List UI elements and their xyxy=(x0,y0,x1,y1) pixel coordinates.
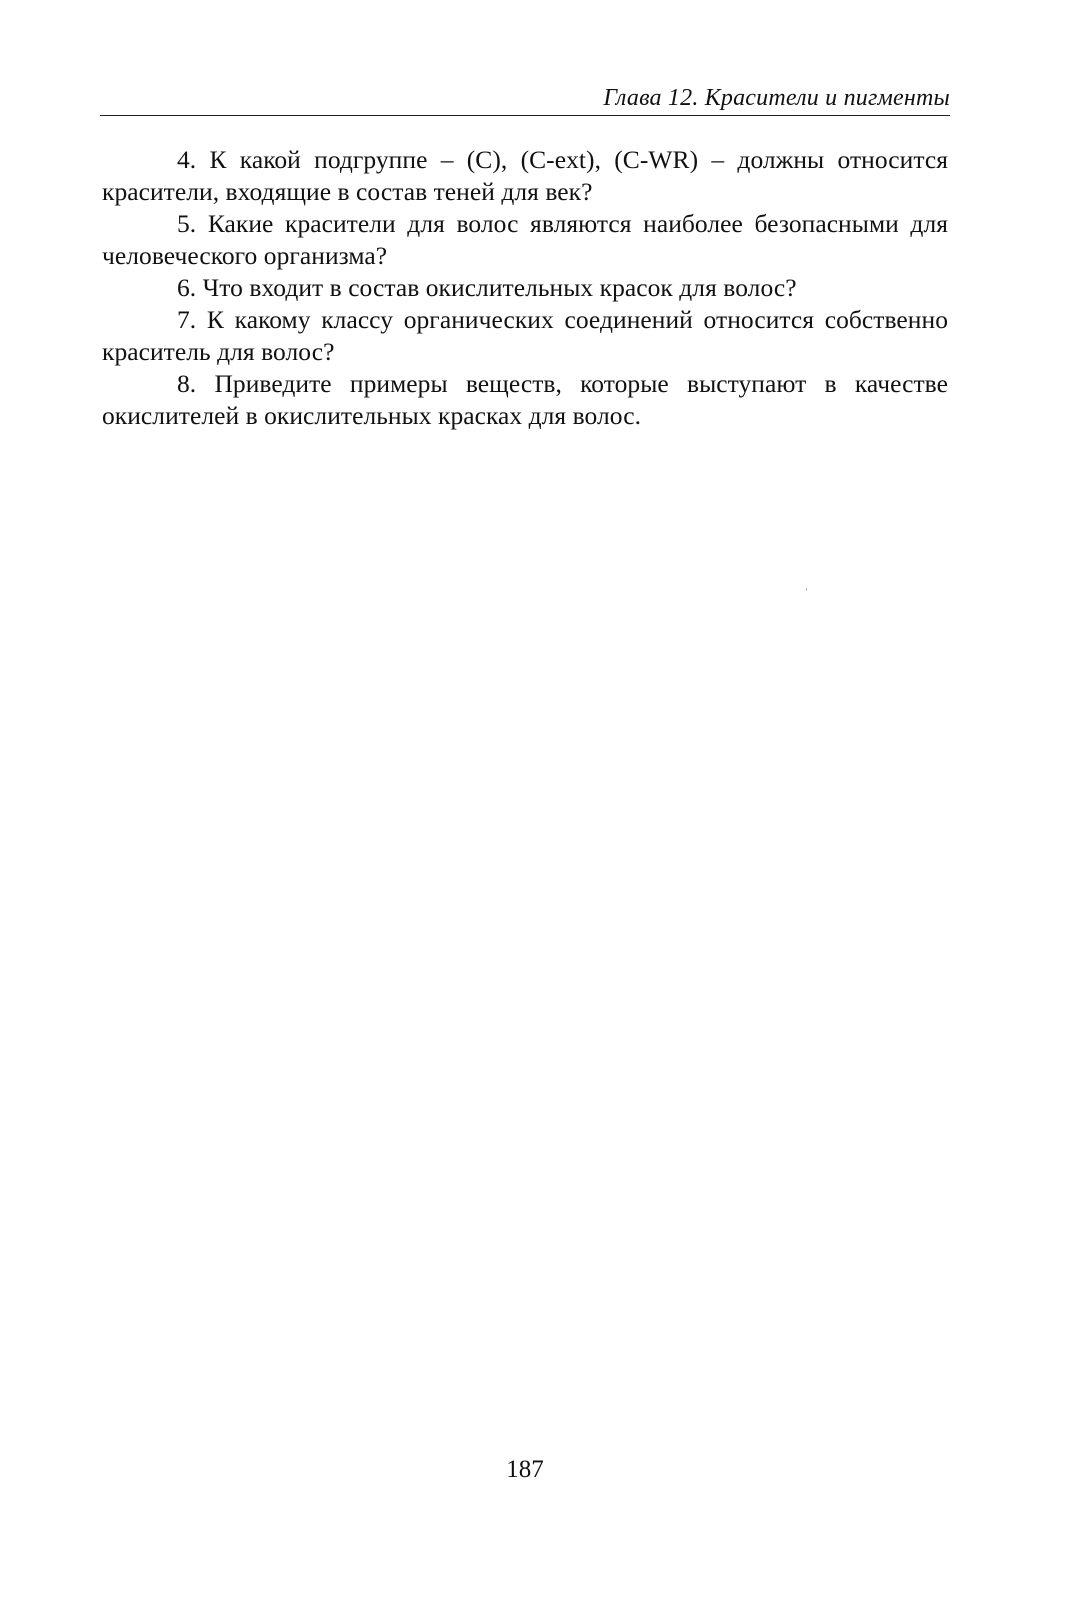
page-number: 187 xyxy=(506,1456,544,1483)
scan-speck-mark: ʿ xyxy=(804,587,808,599)
question-item: 8. Приведите примеры веществ, которые выступают в качестве окислителей в окислительных красках для волос. xyxy=(102,369,948,430)
question-item: 6. Что входит в состав окислительных красок для волос? xyxy=(177,273,797,302)
question-item: 7. К какому классу органических соединений относится собственно краситель для волос? xyxy=(102,305,948,366)
question-item: 5. Какие красители для волос являются наиболее безопасными для человеческого организма? xyxy=(102,209,948,270)
running-head: Глава 12. Красители и пигменты xyxy=(603,85,950,111)
header-rule xyxy=(100,115,950,116)
question-list xyxy=(102,144,948,432)
question-item: 4. К какой подгруппе – (С), (C-ext), (C-WR) – должны относится красители, входящие в состав теней для век? xyxy=(102,145,948,206)
